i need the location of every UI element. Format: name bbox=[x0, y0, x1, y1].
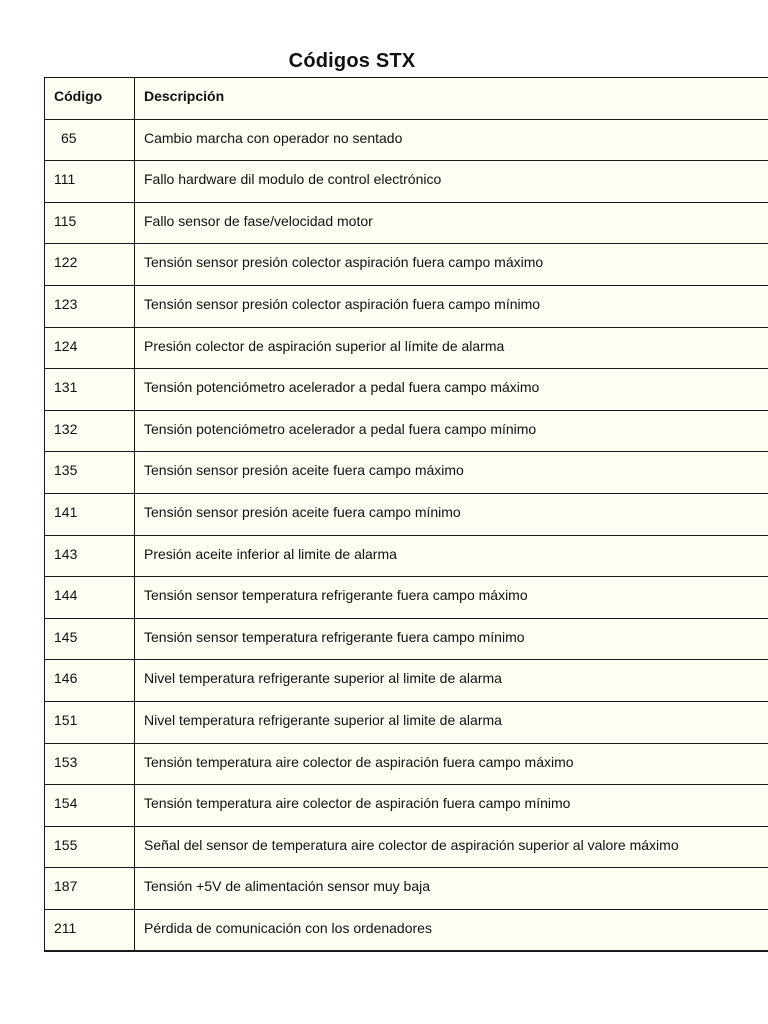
codes-table-body bbox=[45, 78, 768, 951]
code-cell: 111 bbox=[45, 161, 135, 203]
description-cell: Presión colector de aspiración superior al límite de alarma bbox=[135, 327, 768, 369]
code-cell: 153 bbox=[45, 743, 135, 785]
description-cell: Nivel temperatura refrigerante superior al limite de alarma bbox=[135, 701, 768, 743]
table-row bbox=[45, 701, 768, 743]
description-cell: Tensión sensor temperatura refrigerante fuera campo máximo bbox=[135, 577, 768, 619]
code-cell: 141 bbox=[45, 493, 135, 535]
table-row bbox=[45, 785, 768, 827]
code-cell: 154 bbox=[45, 785, 135, 827]
code-cell: 115 bbox=[45, 202, 135, 244]
description-cell: Tensión sensor temperatura refrigerante fuera campo mínimo bbox=[135, 618, 768, 660]
description-cell: Tensión +5V de alimentación sensor muy baja bbox=[135, 868, 768, 910]
table-row bbox=[45, 535, 768, 577]
table-row bbox=[45, 826, 768, 868]
table-row bbox=[45, 369, 768, 411]
code-cell: 131 bbox=[45, 369, 135, 411]
code-cell: 144 bbox=[45, 577, 135, 619]
code-cell: 151 bbox=[45, 701, 135, 743]
description-cell: Tensión temperatura aire colector de aspiración fuera campo mínimo bbox=[135, 785, 768, 827]
header-code: Código bbox=[45, 78, 135, 120]
table-row bbox=[45, 161, 768, 203]
table-row bbox=[45, 577, 768, 619]
code-cell: 211 bbox=[45, 909, 135, 951]
table-row bbox=[45, 410, 768, 452]
table-row bbox=[45, 244, 768, 286]
code-cell: 143 bbox=[45, 535, 135, 577]
code-cell: 124 bbox=[45, 327, 135, 369]
code-cell: 65 bbox=[45, 119, 135, 161]
description-cell: Pérdida de comunicación con los ordenadores bbox=[135, 909, 768, 951]
description-cell: Tensión potenciómetro acelerador a pedal fuera campo mínimo bbox=[135, 410, 768, 452]
table-row bbox=[45, 868, 768, 910]
description-cell: Cambio marcha con operador no sentado bbox=[135, 119, 768, 161]
description-cell: Tensión temperatura aire colector de aspiración fuera campo máximo bbox=[135, 743, 768, 785]
table-row bbox=[45, 119, 768, 161]
codes-table bbox=[44, 77, 768, 952]
code-cell: 132 bbox=[45, 410, 135, 452]
description-cell: Nivel temperatura refrigerante superior al limite de alarma bbox=[135, 660, 768, 702]
table-row bbox=[45, 452, 768, 494]
description-cell: Presión aceite inferior al limite de alarma bbox=[135, 535, 768, 577]
table-row bbox=[45, 660, 768, 702]
description-cell: Tensión sensor presión aceite fuera campo máximo bbox=[135, 452, 768, 494]
code-cell: 155 bbox=[45, 826, 135, 868]
table-header-row bbox=[45, 78, 768, 120]
description-cell: Tensión sensor presión colector aspiración fuera campo máximo bbox=[135, 244, 768, 286]
table-row bbox=[45, 909, 768, 951]
code-cell: 135 bbox=[45, 452, 135, 494]
description-cell: Tensión sensor presión colector aspiración fuera campo mínimo bbox=[135, 285, 768, 327]
header-description: Descripción bbox=[135, 78, 768, 120]
description-cell: Tensión potenciómetro acelerador a pedal fuera campo máximo bbox=[135, 369, 768, 411]
table-row bbox=[45, 618, 768, 660]
code-cell: 146 bbox=[45, 660, 135, 702]
code-cell: 145 bbox=[45, 618, 135, 660]
code-cell: 123 bbox=[45, 285, 135, 327]
description-cell: Tensión sensor presión aceite fuera campo mínimo bbox=[135, 493, 768, 535]
code-cell: 122 bbox=[45, 244, 135, 286]
table-row bbox=[45, 202, 768, 244]
table-row bbox=[45, 743, 768, 785]
page-title: Códigos STX bbox=[288, 50, 416, 72]
table-row bbox=[45, 493, 768, 535]
code-cell: 187 bbox=[45, 868, 135, 910]
table-row bbox=[45, 285, 768, 327]
description-cell: Fallo hardware dil modulo de control electrónico bbox=[135, 161, 768, 203]
description-cell: Fallo sensor de fase/velocidad motor bbox=[135, 202, 768, 244]
table-row bbox=[45, 327, 768, 369]
description-cell: Señal del sensor de temperatura aire colector de aspiración superior al valore máximo bbox=[135, 826, 768, 868]
